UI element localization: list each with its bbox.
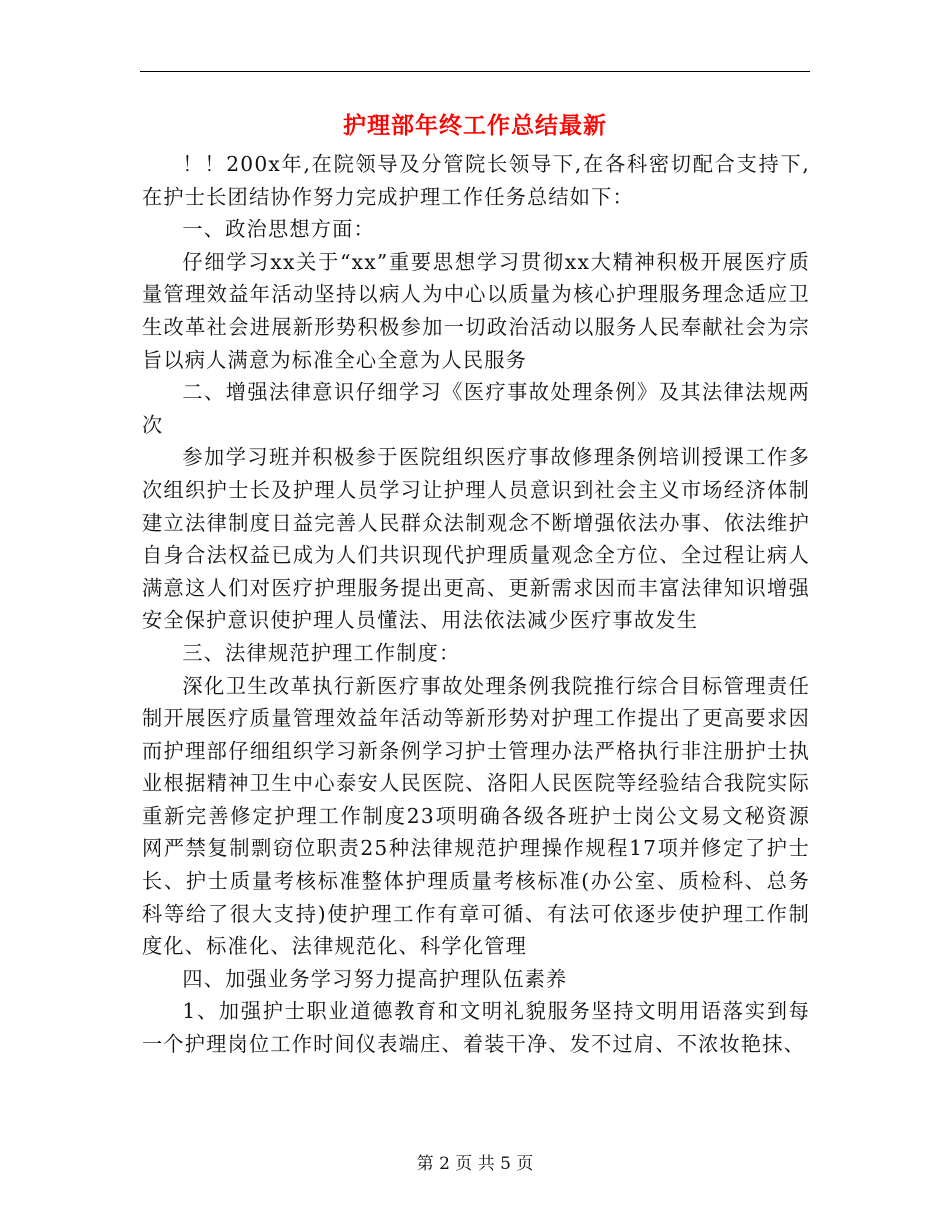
document-body <box>142 148 810 1061</box>
paragraph-political: 仔细学习xx关于“xx”重要思想学习贯彻xx大精神积极开展医疗质量管理效益年活动坚持以病人为中心以质量为核心护理服务理念适应卫生改革社会进展新形势积极参加一切政治活动以服务人民奉献社会为宗旨以病人满意为标准全心全意为人民服务 <box>142 249 810 372</box>
paragraph-ethics: 1、加强护士职业道德教育和文明礼貌服务坚持文明用语落实到每一个护理岗位工作时间仪表端庄、着装干净、发不过肩、不浓妆艳抹、 <box>142 999 810 1057</box>
section-heading-4: 四、加强业务学习努力提高护理队伍素养 <box>182 966 568 991</box>
section-heading-3: 三、法律规范护理工作制度： <box>182 640 461 665</box>
paragraph-intro: ！！200x年,在院领导及分管院长领导下,在各科密切配合支持下,在护士长团结协作努力完成护理工作任务总结如下： <box>142 152 810 209</box>
section-heading-1: 一、政治思想方面： <box>182 217 375 242</box>
paragraph-legal-awareness: 参加学习班并积极参于医院组织医疗事故修理条例培训授课工作多次组织护士长及护理人员学习让护理人员意识到社会主义市场经济体制建立法律制度日益完善人民群众法制观念不断增强依法办事、依法维护自身合法权益已成为人们共识现代护理质量观念全方位、全过程让病人满意这人们对医疗护理服务提出更高、更新需求因而丰富法律知识增强安全保护意识使护理人员懂法、用法依法减少医疗事故发生 <box>142 445 810 633</box>
section-heading-2: 二、增强法律意识仔细学习《医疗事故处理条例》及其法律法规两次 <box>142 380 810 437</box>
document-title: 护理部年终工作总结最新 <box>343 112 607 139</box>
header-rule <box>140 71 810 72</box>
page-number-footer: 第 2 页 共 5 页 <box>416 1154 534 1174</box>
paragraph-regulations: 深化卫生改革执行新医疗事故处理条例我院推行综合目标管理责任制开展医疗质量管理效益年活动等新形势对护理工作提出了更高要求因而护理部仔细组织学习新条例学习护士管理办法严格执行非注册护士执业根据精神卫生中心泰安人民医院、洛阳人民医院等经验结合我院实际重新完善修定护理工作制度23项明确各级各班护士岗公文易文秘资源网严禁复制剽窃位职责25种法律规范护理操作规程17项并修定了护士长、护士质量考核标准整体护理质量考核标准(办公室、质检科、总务科等给了很大支持)使护理工作有章可循、有法可依逐步使护理工作制度化、标准化、法律规范化、科学化管理 <box>142 673 810 959</box>
